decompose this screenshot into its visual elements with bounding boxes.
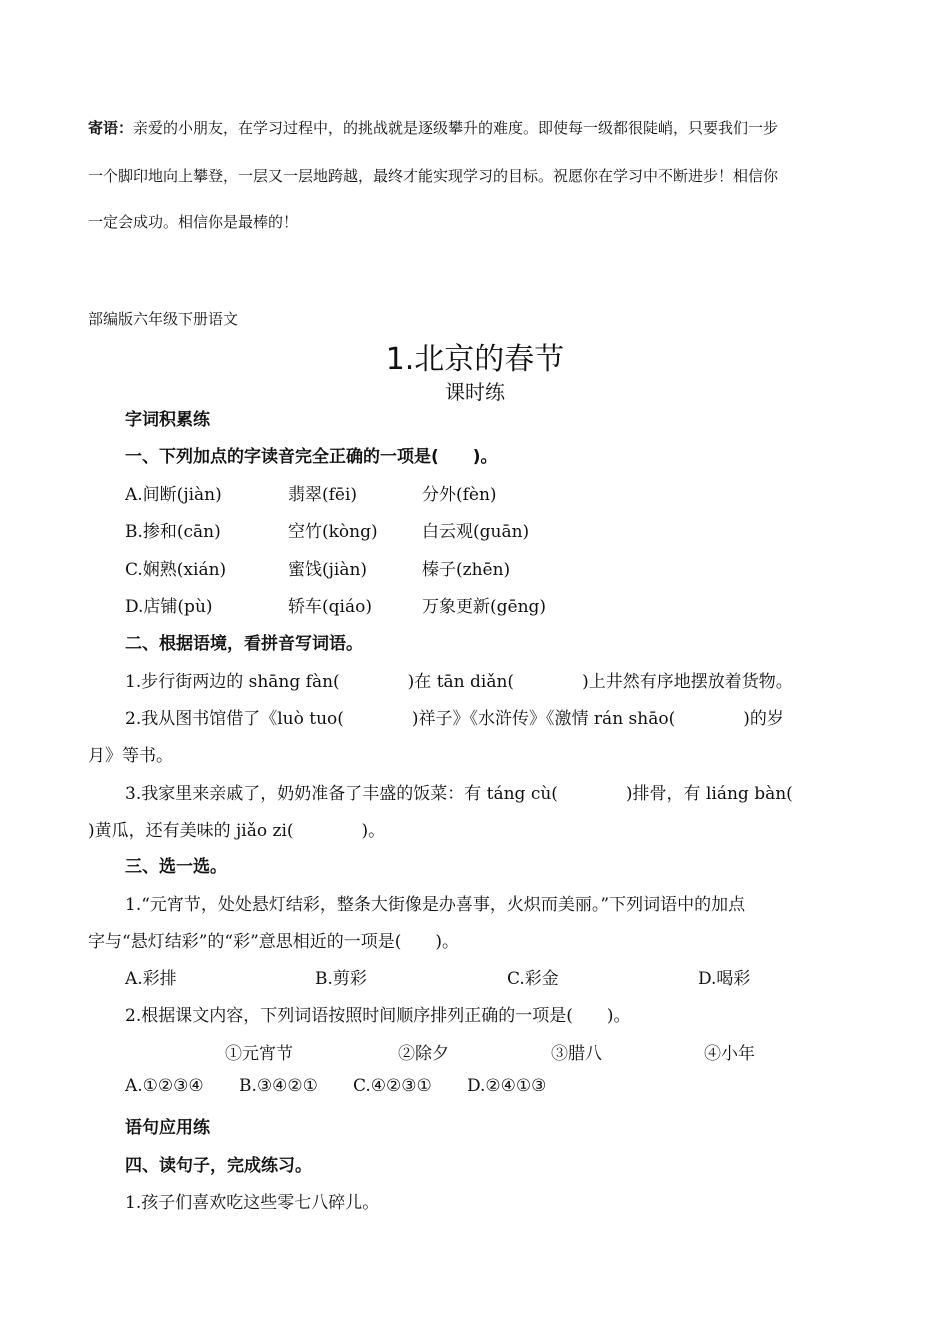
q1-option-b-3: 白云观(guān) [422, 522, 530, 542]
intro-text-1: 亲爱的小朋友，在学习过程中，的挑战就是逐级攀升的难度。即使每一级都很陡峭，只要我们一步 [133, 119, 779, 137]
q1-option-d-1: D.店铺(pù) [125, 597, 213, 617]
q3-1-option-a: A.彩排 [125, 969, 177, 989]
q3-2-option-b: B.③④②① [239, 1076, 318, 1096]
q4-sentence-1: 1.孩子们喜欢吃这些零七八碎儿。 [125, 1193, 380, 1213]
q3-2-option-d: D.②④①③ [467, 1076, 547, 1096]
q1-option-a-2: 翡翠(fēi) [288, 485, 358, 505]
question-1-stem: 一、下列加点的字读音完全正确的一项是( )。 [125, 447, 498, 467]
page-title: 1.北京的春节 [385, 342, 565, 377]
q1-option-c-3: 榛子(zhēn) [422, 560, 511, 580]
q3-sentence-1b: 字与“悬灯结彩”的“彩”意思相近的一项是( )。 [88, 932, 460, 952]
section-heading-vocabulary: 字词积累练 [125, 410, 210, 430]
q3-1-option-d: D.喝彩 [698, 969, 751, 989]
intro-line-3: 一定会成功。相信你是最棒的！ [88, 213, 299, 231]
q3-2-item-1: ①元宵节 [225, 1044, 293, 1064]
intro-label: 寄语： [88, 119, 134, 137]
q3-sentence-1a: 1.“元宵节，处处悬灯结彩，整条大街像是办喜事，火炽而美丽。”下列词语中的加点 [125, 895, 746, 915]
q3-2-item-2: ②除夕 [398, 1044, 449, 1064]
q2-sentence-3a: 3.我家里来亲戚了，奶奶准备了丰盛的饭菜：有 táng cù( )排骨，有 liáng bàn( [125, 784, 793, 804]
intro-line-2: 一个脚印地向上攀登，一层又一层地跨越，最终才能实现学习的目标。祝愿你在学习中不断进步！相信你 [88, 167, 779, 185]
q1-option-b-2: 空竹(kòng) [288, 522, 378, 542]
question-3-stem: 三、选一选。 [125, 857, 227, 877]
q2-sentence-3b: )黄瓜，还有美味的 jiǎo zi( )。 [88, 821, 386, 841]
q3-1-option-b: B.剪彩 [315, 969, 367, 989]
section-heading-sentences: 语句应用练 [125, 1118, 210, 1138]
q3-sentence-2: 2.根据课文内容，下列词语按照时间顺序排列正确的一项是( )。 [125, 1006, 631, 1026]
intro-line-1 [88, 118, 868, 138]
page-subtitle: 课时练 [445, 380, 505, 404]
question-2-stem: 二、根据语境，看拼音写词语。 [125, 634, 363, 654]
q3-2-item-3: ③腊八 [551, 1044, 602, 1064]
q1-option-d-3: 万象更新(gēng) [422, 597, 547, 617]
q2-sentence-2a: 2.我从图书馆借了《luò tuo( )祥子》《水浒传》《激情 rán shāo( )的岁 [125, 709, 784, 729]
series-label: 部编版六年级下册语文 [88, 310, 239, 328]
q2-sentence-2b: 月》等书。 [88, 746, 173, 766]
q3-2-option-a: A.①②③④ [125, 1076, 204, 1096]
q3-1-option-c: C.彩金 [507, 969, 559, 989]
q1-option-c-2: 蜜饯(jiàn) [288, 560, 368, 580]
q3-2-option-c: C.④②③① [353, 1076, 432, 1096]
q1-option-a-3: 分外(fèn) [422, 485, 497, 505]
q1-option-c-1: C.娴熟(xián) [125, 560, 227, 580]
q1-option-d-2: 轿车(qiáo) [288, 597, 372, 617]
q2-sentence-1: 1.步行街两边的 shāng fàn( )在 tān diǎn( )上井然有序地摆放着货物。 [125, 672, 793, 692]
question-4-stem: 四、读句子，完成练习。 [125, 1156, 312, 1176]
q1-option-a-1: A.间断(jiàn) [125, 485, 222, 505]
q1-option-b-1: B.掺和(cān) [125, 522, 221, 542]
q3-2-item-4: ④小年 [704, 1044, 755, 1064]
